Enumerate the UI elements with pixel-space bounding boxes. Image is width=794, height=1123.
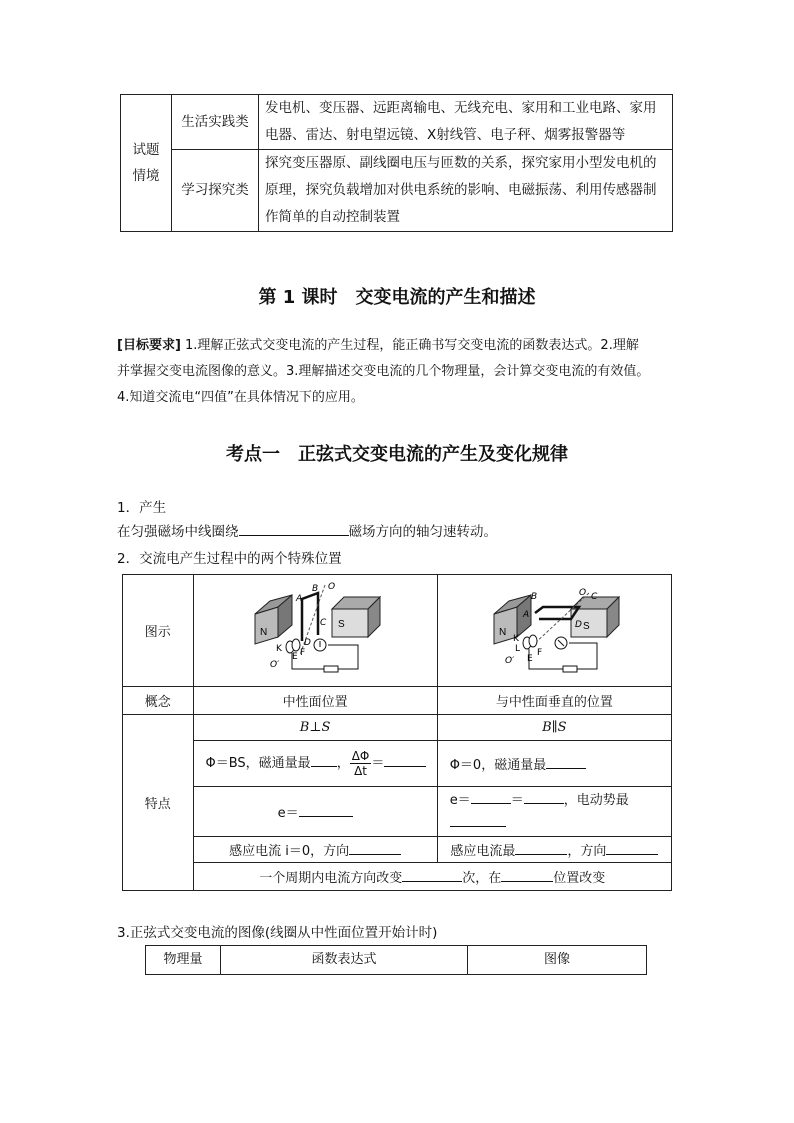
category-cell (121, 95, 172, 232)
label-d: D (304, 637, 312, 648)
answer-blank[interactable] (402, 867, 462, 882)
label-n: N (260, 626, 268, 638)
generator-diagram-a (240, 579, 390, 679)
label-s-b: S (583, 620, 591, 632)
item1-text: 在匀强磁场中线圈绕 磁场方向的轴匀速转动。 (117, 520, 497, 540)
label-f: F (300, 647, 306, 658)
label-l-b: L (515, 643, 521, 654)
row-label-feature: 特点 (123, 715, 194, 891)
answer-blank[interactable] (450, 812, 506, 827)
content-learning-inquiry: 探究变压器原、副线圈电压与匝数的关系，探究家用小型发电机的 原理，探究负载增加对供电系统的影响、电磁振荡、利用传感器制 作简单的自动控制装置 (259, 150, 673, 232)
objectives (117, 333, 680, 411)
type-learning-inquiry: 学习探究类 (172, 150, 259, 232)
label-b: B (312, 583, 319, 594)
label-k: K (276, 643, 282, 654)
concept-neutral-plane: 中性面位置 (193, 687, 437, 715)
flux-rate-fraction: $\frac{\Delta\Phi}{\Delta t}$ (351, 749, 370, 778)
label-c-b: C (591, 591, 598, 602)
current-neutral-plane: 感应电流 i＝0，方向 (193, 837, 437, 863)
label-o-b: O (579, 587, 587, 598)
graph-table (145, 945, 647, 975)
row-label-diagram: 图示 (123, 575, 194, 687)
answer-blank[interactable] (299, 802, 353, 817)
label-n-b: N (499, 626, 507, 638)
answer-blank[interactable] (546, 754, 586, 769)
answer-blank[interactable] (524, 789, 564, 804)
label-e: E (292, 651, 298, 662)
label-d-b: D (575, 619, 583, 630)
objectives-tag: [目标要求] (117, 338, 181, 353)
label-k-b: K (513, 633, 520, 644)
label-o-prime-b: O′ (505, 655, 515, 666)
label-a-b: A (523, 609, 530, 620)
objectives-line3: 4.知道交流电“四值”在具体情况下的应用。 (117, 390, 364, 405)
label-a: A (296, 593, 303, 604)
content-life-practice: 发电机、变压器、远距离输电、无线充电、家用和工业电路、家用 电器、雷达、射电望远镜、X射线管、电子秤、烟雾报警器等 (259, 95, 673, 150)
row-label-concept: 概念 (123, 687, 194, 715)
diagram-perpendicular-plane (437, 575, 671, 687)
emf-perpendicular-plane: e＝ ＝ ，电动势最 (437, 787, 671, 837)
answer-blank[interactable] (606, 840, 658, 855)
label-b-b: B (531, 591, 538, 602)
concept-perpendicular-plane: 与中性面垂直的位置 (437, 687, 671, 715)
b-perp-s: B⊥S (193, 715, 437, 741)
label-s: S (338, 618, 345, 630)
emf-neutral-plane: e＝ (193, 787, 437, 837)
answer-blank[interactable] (384, 752, 426, 767)
objectives-line2: 并掌握交变电流图像的意义。3.理解描述交变电流的几个物理量，会计算交变电流的有效值。 (117, 364, 650, 379)
current-perpendicular-plane: 感应电流最 ，方向 (437, 837, 671, 863)
flux-perpendicular-plane: Φ＝0，磁通量最 (437, 741, 671, 787)
category-line1: 试题 (132, 142, 160, 158)
answer-blank[interactable] (349, 840, 401, 855)
label-f-b: F (537, 647, 543, 658)
answer-blank[interactable] (515, 840, 567, 855)
item2-heading: 2．交流电产生过程中的两个特殊位置 (117, 551, 342, 567)
question-context-table (120, 94, 673, 232)
answer-blank[interactable] (311, 752, 337, 767)
header-expression: 函数表达式 (221, 946, 468, 975)
b-parallel-s: B∥S (437, 715, 671, 741)
period-direction-change: 一个周期内电流方向改变 次，在 位置改变 (193, 863, 672, 891)
diagram-neutral-plane (193, 575, 437, 687)
answer-blank[interactable] (501, 867, 553, 882)
generator-diagram-b (479, 579, 629, 679)
type-life-practice: 生活实践类 (172, 95, 259, 150)
special-positions-table (122, 574, 672, 891)
label-o-prime: O′ (270, 659, 280, 670)
objectives-line1: 1.理解正弦式交变电流的产生过程，能正确书写交变电流的函数表达式。2.理解 (180, 338, 639, 353)
answer-blank[interactable] (239, 521, 349, 536)
label-c: C (320, 617, 327, 628)
lesson-title: 第 1 课时 交变电流的产生和描述 (258, 287, 536, 308)
category-line2: 情境 (132, 168, 160, 184)
section-title: 考点一 正弦式交变电流的产生及变化规律 (226, 444, 568, 465)
flux-neutral-plane: Φ＝BS，磁通量最 ， $\frac{\Delta\Phi}{\Delta t}$ ＝ (193, 741, 437, 787)
header-graph: 图像 (468, 946, 647, 975)
label-e-b: E (527, 653, 534, 664)
header-quantity: 物理量 (146, 946, 221, 975)
item3-heading: 3.正弦式交变电流的图像(线圈从中性面位置开始计时) (117, 925, 438, 941)
item1-heading: 1．产生 (117, 500, 167, 516)
answer-blank[interactable] (471, 789, 511, 804)
label-o: O (328, 581, 336, 592)
